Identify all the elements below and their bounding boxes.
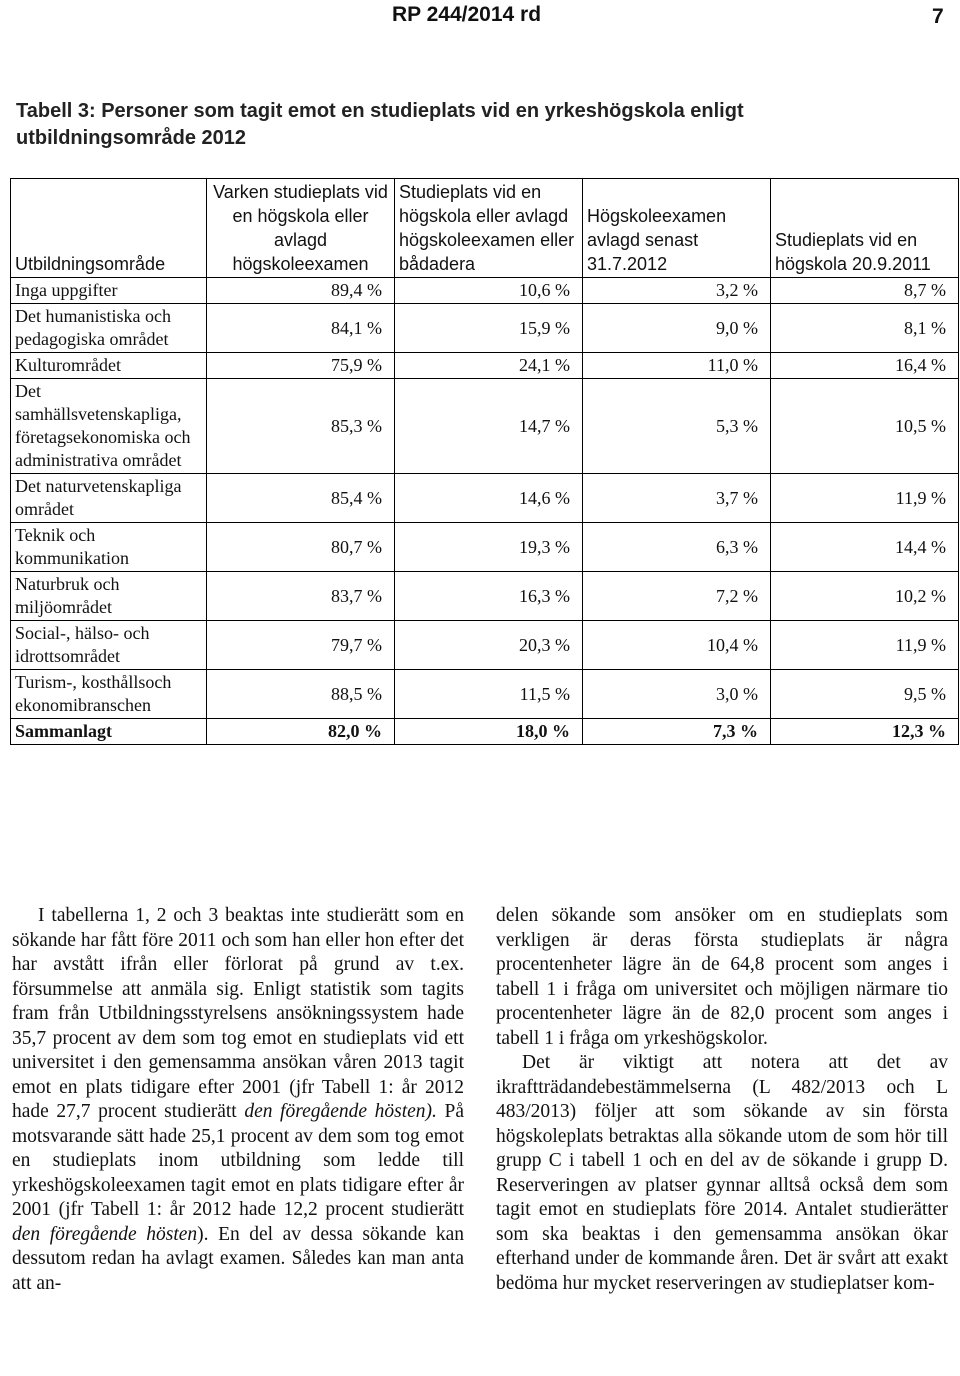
row-area: Turism-, kosthållsoch ekonomibranschen	[11, 670, 207, 719]
document-id: RP 244/2014 rd	[392, 3, 542, 26]
header-either-or-both: Studieplats vid en högskola eller avlagd högskoleexamen eller bådadera	[395, 179, 583, 278]
table-title: Tabell 3: Personer som tagit emot en studieplats vid en yrkeshögskola enligt utbildningsområde 2012	[16, 100, 744, 149]
cell-degree: 3,0 %	[583, 670, 771, 719]
paragraph-text: ). En del av dessa sökande kan dessutom redan ha avlagt examen. Således kan man anta att an-	[12, 1223, 464, 1294]
cell-study-place: 11,9 %	[771, 621, 959, 670]
table-row	[11, 474, 959, 523]
cell-study-place: 8,7 %	[771, 278, 959, 304]
cell-either: 14,6 %	[395, 474, 583, 523]
cell-degree: 7,2 %	[583, 572, 771, 621]
cell-study-place: 16,4 %	[771, 353, 959, 379]
body-text-right-column	[496, 904, 948, 1296]
page-number: 7	[932, 5, 944, 28]
paragraph: Det är viktigt att notera att det av ikraftträdandebestämmelserna (L 482/2013 och L 483/2013) följer att som sökande av sin första högskoleplats betraktas alla sökande utom de som hör till grupp C i tabell 1 och en del av de sökande i grupp D. Reserveringen av platser gynnar alltså också dem som tagit emot en studieplats före 2014. Antalet studierätter som ska beaktas i den gemensamma ansökan ökar efterhand under de kommande åren. Det är svårt att exakt bedöma hur mycket reserveringen av studieplatser kom-	[496, 1052, 948, 1294]
row-area: Teknik och kommunikation	[11, 523, 207, 572]
cell-either: 24,1 %	[395, 353, 583, 379]
cell-neither: 79,7 %	[207, 621, 395, 670]
cell-degree: 9,0 %	[583, 304, 771, 353]
cell-study-place: 14,4 %	[771, 523, 959, 572]
cell-neither: 83,7 %	[207, 572, 395, 621]
cell-degree: 3,7 %	[583, 474, 771, 523]
total-degree: 7,3 %	[583, 719, 771, 745]
row-area: Det samhällsvetenskapliga, företagsekonomiska och administrativa området	[11, 379, 207, 474]
cell-either: 20,3 %	[395, 621, 583, 670]
cell-either: 16,3 %	[395, 572, 583, 621]
cell-neither: 85,4 %	[207, 474, 395, 523]
paragraph-text: På motsvarande sätt hade 25,1 procent av dem som tog emot en studieplats inom utbildning som ledde till yrkeshögskoleexamen tagit emot en plats tidigare efter år 2001 (jfr Tabell 1: år 2012 hade 12,2 procent studierätt	[12, 1101, 465, 1220]
cell-degree: 5,3 %	[583, 379, 771, 474]
table-row	[11, 353, 959, 379]
table-row	[11, 304, 959, 353]
cell-degree: 11,0 %	[583, 353, 771, 379]
cell-neither: 80,7 %	[207, 523, 395, 572]
table-row	[11, 670, 959, 719]
cell-study-place: 10,2 %	[771, 572, 959, 621]
paragraph: delen sökande som ansöker om en studieplats som verkligen är deras första studieplats är några procentenheter lägre än de 64,8 procent som anges i tabell 1 i fråga om universitet och möjligen närmare tio procentenheter lägre än de 82,0 procent som anges i tabell 1 i fråga om yrkeshögskolor.	[496, 905, 948, 1049]
cell-either: 15,9 %	[395, 304, 583, 353]
cell-study-place: 10,5 %	[771, 379, 959, 474]
page-header	[0, 0, 960, 34]
total-label: Sammanlagt	[11, 719, 207, 745]
cell-neither: 88,5 %	[207, 670, 395, 719]
table-row	[11, 278, 959, 304]
paragraph-emphasis: den föregående hösten).	[244, 1101, 437, 1122]
cell-neither: 85,3 %	[207, 379, 395, 474]
row-area: Kulturområdet	[11, 353, 207, 379]
cell-either: 19,3 %	[395, 523, 583, 572]
cell-study-place: 8,1 %	[771, 304, 959, 353]
table-row	[11, 379, 959, 474]
cell-either: 10,6 %	[395, 278, 583, 304]
education-area-table	[10, 178, 959, 745]
table-header-row	[11, 179, 959, 278]
table-row	[11, 523, 959, 572]
header-neither: Varken studieplats vid en högskola eller avlagd högskoleexamen	[207, 179, 395, 278]
table-row	[11, 572, 959, 621]
cell-neither: 89,4 %	[207, 278, 395, 304]
header-study-place: Studieplats vid en högskola 20.9.2011	[771, 179, 959, 278]
cell-neither: 75,9 %	[207, 353, 395, 379]
row-area: Det humanistiska och pedagogiska området	[11, 304, 207, 353]
paragraph-text: I tabellerna 1, 2 och 3 beaktas inte studierätt som en sökande har fått före 2011 och som han eller hon efter det har avstått ifrån eller förlorat på grund av t.ex. försummelse att anmäla sig. Enligt statistik som tagits fram från Utbildningsstyrelsens ansökningssystem hade 35,7 procent av dem som tog emot en studieplats vid ett universitet i den gemensamma ansökan våren 2013 tagit emot en plats tidigare efter 2001 (jfr Tabell 1: år 2012 hade 27,7 procent studierätt	[12, 905, 464, 1122]
header-area: Utbildningsområde	[11, 179, 207, 278]
header-degree-completed: Högskoleexamen avlagd senast 31.7.2012	[583, 179, 771, 278]
paragraph	[12, 904, 464, 1296]
cell-study-place: 11,9 %	[771, 474, 959, 523]
row-area: Naturbruk och miljöområdet	[11, 572, 207, 621]
cell-either: 11,5 %	[395, 670, 583, 719]
total-study-place: 12,3 %	[771, 719, 959, 745]
row-area: Det naturvetenskapliga området	[11, 474, 207, 523]
total-either: 18,0 %	[395, 719, 583, 745]
paragraph-emphasis: den föregående hösten	[12, 1223, 198, 1245]
cell-either: 14,7 %	[395, 379, 583, 474]
row-area: Social-, hälso- och idrottsområdet	[11, 621, 207, 670]
cell-study-place: 9,5 %	[771, 670, 959, 719]
body-text-left-column	[12, 904, 464, 1296]
cell-degree: 3,2 %	[583, 278, 771, 304]
total-row	[11, 719, 959, 745]
total-neither: 82,0 %	[207, 719, 395, 745]
cell-neither: 84,1 %	[207, 304, 395, 353]
cell-degree: 10,4 %	[583, 621, 771, 670]
table-row	[11, 621, 959, 670]
cell-degree: 6,3 %	[583, 523, 771, 572]
row-area: Inga uppgifter	[11, 278, 207, 304]
